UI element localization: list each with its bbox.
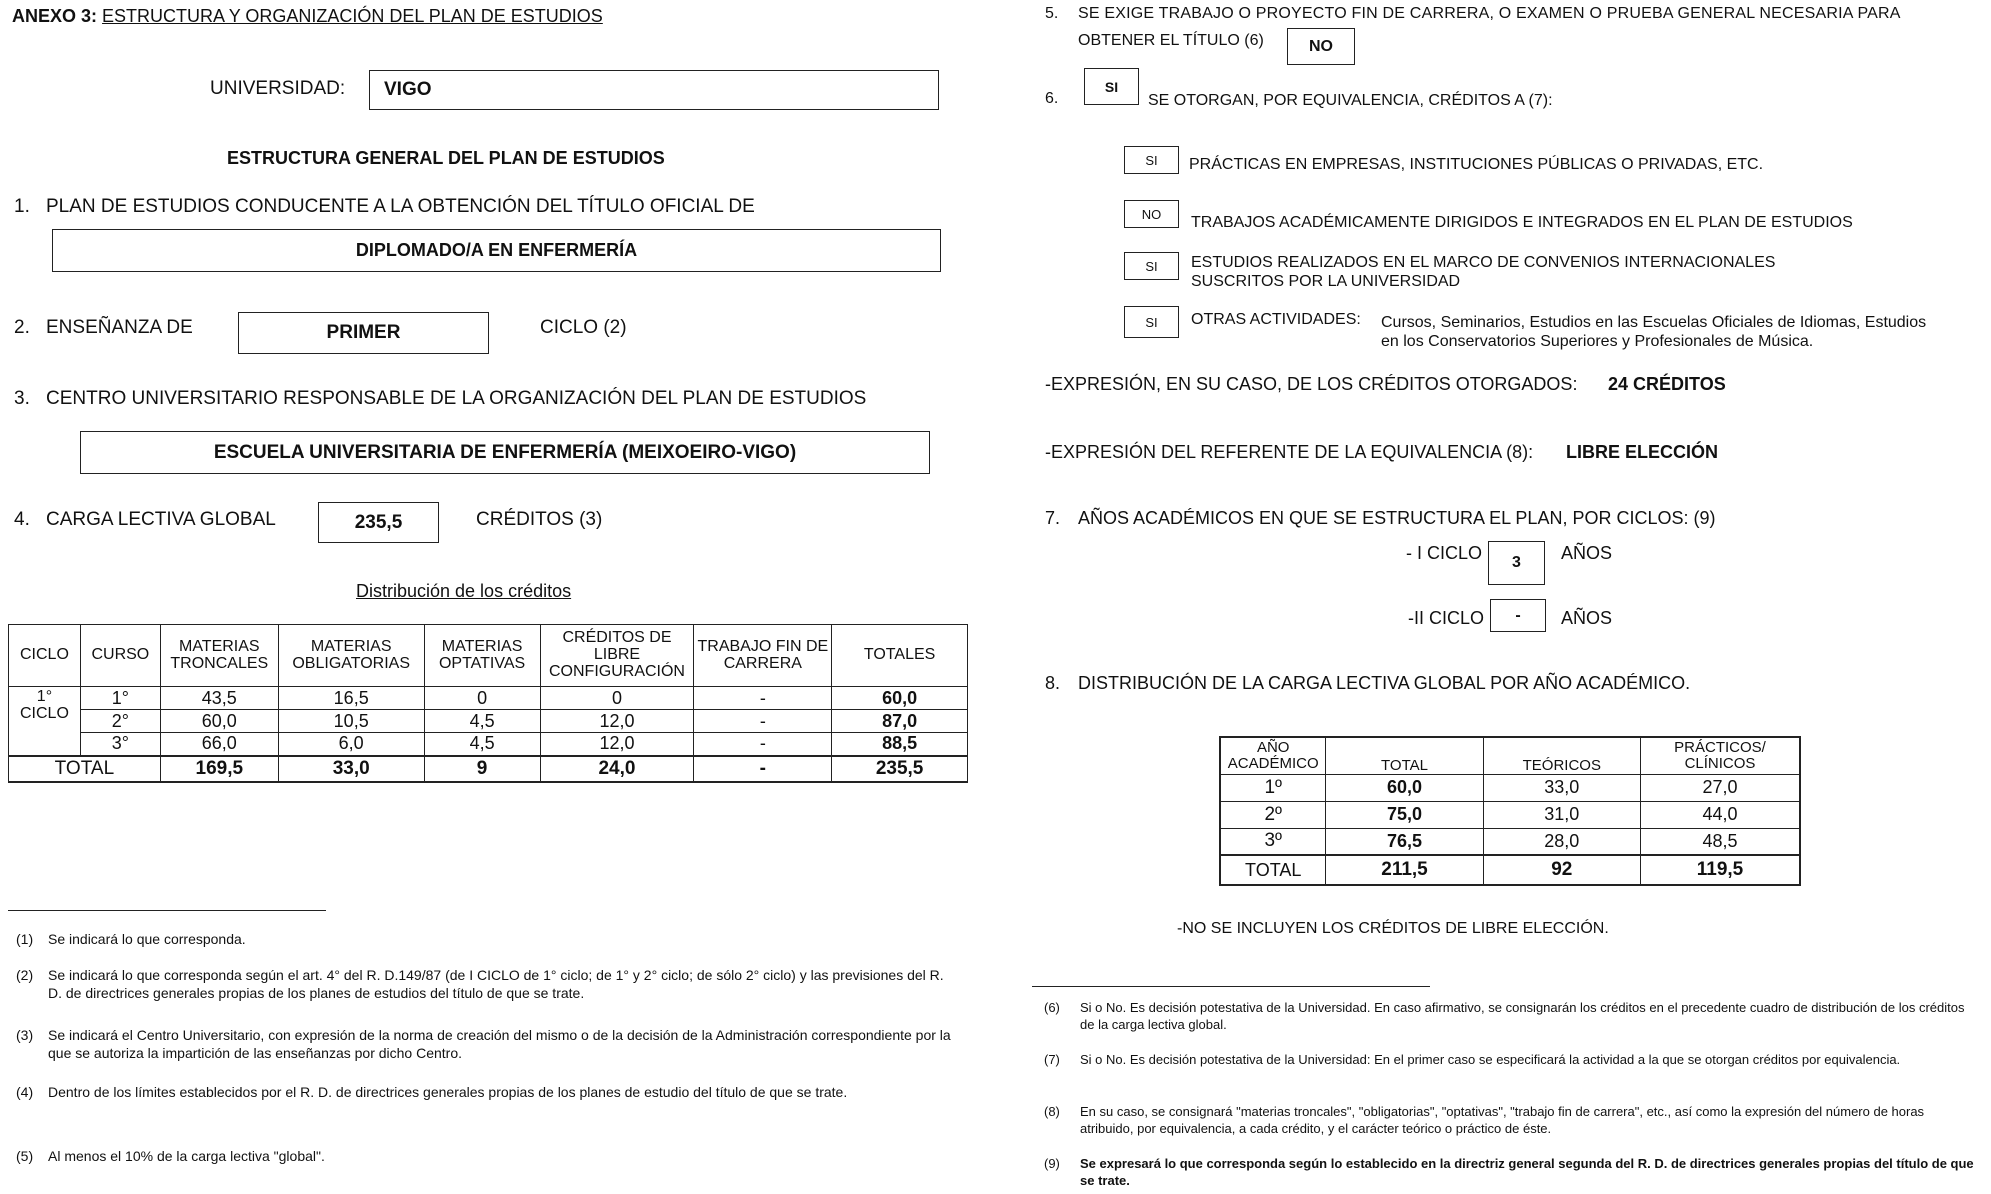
free-choice-note: -NO SE INCLUYEN LOS CRÉDITOS DE LIBRE ELECCIÓN. bbox=[1177, 920, 1609, 937]
equiv-4-text-3: en los Conservatorios Superiores y Profesionales de Música. bbox=[1381, 333, 1814, 350]
table-row bbox=[9, 687, 968, 710]
ciclo-cell: 1° CICLO bbox=[9, 687, 81, 756]
item4-suffix: CRÉDITOS (3) bbox=[476, 509, 603, 530]
annex-prefix: ANEXO 3: bbox=[12, 6, 98, 26]
item3-text: CENTRO UNIVERSITARIO RESPONSABLE DE LA ORGANIZACIÓN DEL PLAN DE ESTUDIOS bbox=[46, 388, 867, 409]
footnote-5: (5) Al menos el 10% de la carga lectiva "global". bbox=[16, 1148, 325, 1164]
item7-text: AÑOS ACADÉMICOS EN QUE SE ESTRUCTURA EL PLAN, POR CICLOS: (9) bbox=[1078, 508, 1716, 528]
cycle1-years-field: 3 bbox=[1488, 541, 1545, 585]
col-header: PRÁCTICOS/ CLÍNICOS bbox=[1640, 737, 1800, 774]
item1-num: 1. bbox=[14, 196, 30, 217]
table-cell: 33,0 bbox=[1483, 774, 1640, 801]
col-header: MATERIAS OBLIGATORIAS bbox=[278, 625, 424, 687]
table-cell-total: 169,5 bbox=[160, 756, 278, 782]
equiv-4-text: OTRAS ACTIVIDADES: bbox=[1191, 311, 1361, 328]
section-title: ESTRUCTURA GENERAL DEL PLAN DE ESTUDIOS bbox=[227, 148, 665, 168]
total-label: TOTAL bbox=[9, 756, 161, 782]
cycle2-label: -II CICLO bbox=[1408, 608, 1485, 628]
table-cell: 16,5 bbox=[278, 687, 424, 710]
table-cell: 76,5 bbox=[1326, 828, 1483, 855]
cycle-field bbox=[238, 312, 489, 354]
table-cell: 3° bbox=[80, 733, 160, 756]
table-cell-total: 88,5 bbox=[832, 733, 968, 756]
table-cell: 4,5 bbox=[424, 710, 540, 733]
credits-granted-label: -EXPRESIÓN, EN SU CASO, DE LOS CRÉDITOS OTORGADOS: bbox=[1045, 374, 1578, 394]
table-cell: 60,0 bbox=[160, 710, 278, 733]
table-cell: 4,5 bbox=[424, 733, 540, 756]
final-project-value: NO bbox=[1309, 37, 1333, 55]
cycle1-label: - I CICLO bbox=[1406, 543, 1483, 563]
equiv-2-text: TRABAJOS ACADÉMICAMENTE DIRIGIDOS E INTEGRADOS EN EL PLAN DE ESTUDIOS bbox=[1191, 214, 1853, 231]
equiv-3-text-2: SUSCRITOS POR LA UNIVERSIDAD bbox=[1191, 273, 1461, 290]
table-total-row bbox=[1220, 855, 1800, 885]
col-header: CICLO bbox=[9, 625, 81, 687]
table-cell: 31,0 bbox=[1483, 801, 1640, 828]
table-row bbox=[9, 710, 968, 733]
equiv-reference-label: -EXPRESIÓN DEL REFERENTE DE LA EQUIVALENCIA (8): bbox=[1045, 442, 1534, 462]
equiv-1-box: SI bbox=[1124, 146, 1179, 174]
table-cell: 6,0 bbox=[278, 733, 424, 756]
table-cell: 75,0 bbox=[1326, 801, 1483, 828]
table-cell-total: 92 bbox=[1483, 855, 1640, 885]
annex-heading bbox=[12, 6, 603, 27]
equiv-2-box: NO bbox=[1124, 200, 1179, 228]
item6-text: SE OTORGAN, POR EQUIVALENCIA, CRÉDITOS A (7): bbox=[1148, 92, 1553, 109]
item2-text: ENSEÑANZA DE bbox=[46, 317, 193, 338]
footnote-3: (3) Se indicará el Centro Universitario, con expresión de la norma de creación del mismo o de la decisión de la Administración correspondiente por la que se autoriza la impartición de las enseñanzas por dicho Centro. bbox=[16, 1027, 951, 1062]
table-cell: 43,5 bbox=[160, 687, 278, 710]
university-field bbox=[369, 70, 939, 110]
equiv-4-text-2: Cursos, Seminarios, Estudios en las Escuelas Oficiales de Idiomas, Estudios bbox=[1381, 314, 1927, 331]
table-cell: 66,0 bbox=[160, 733, 278, 756]
cycle-value: PRIMER bbox=[326, 322, 401, 343]
table-cell: 2º bbox=[1220, 801, 1326, 828]
footnote-8: (8) En su caso, se consignará "materias troncales", "obligatorias", "optativas", "trabajo fin de carrera", etc., así como la expresión del número de horas atribuido, por equivalencia, a cada crédito, y el carácter teórico o práctico de éste. bbox=[1044, 1104, 1925, 1136]
item5-text-2: OBTENER EL TÍTULO (6) bbox=[1078, 32, 1264, 49]
table-cell-total: 235,5 bbox=[832, 756, 968, 782]
table-cell: 27,0 bbox=[1640, 774, 1800, 801]
col-header: AÑO ACADÉMICO bbox=[1220, 737, 1326, 774]
table-cell: 3º bbox=[1220, 828, 1326, 855]
table-cell: 1° bbox=[80, 687, 160, 710]
table-cell: 1º bbox=[1220, 774, 1326, 801]
col-header: CURSO bbox=[80, 625, 160, 687]
item1-text: PLAN DE ESTUDIOS CONDUCENTE A LA OBTENCIÓN DEL TÍTULO OFICIAL DE bbox=[46, 196, 755, 217]
col-header: TOTALES bbox=[832, 625, 968, 687]
table-row bbox=[1220, 774, 1800, 801]
table-cell: 44,0 bbox=[1640, 801, 1800, 828]
table-header-row bbox=[9, 625, 968, 687]
equiv-1-text: PRÁCTICAS EN EMPRESAS, INSTITUCIONES PÚBLICAS O PRIVADAS, ETC. bbox=[1189, 156, 1764, 173]
table-cell-total: 60,0 bbox=[832, 687, 968, 710]
credits-value: 235,5 bbox=[354, 511, 403, 533]
item7-num: 7. bbox=[1045, 508, 1061, 528]
table-cell: 12,0 bbox=[540, 710, 694, 733]
center-value: ESCUELA UNIVERSITARIA DE ENFERMERÍA (MEIXOEIRO-VIGO) bbox=[213, 441, 797, 463]
final-project-field bbox=[1287, 28, 1355, 65]
item3-num: 3. bbox=[14, 388, 30, 409]
equiv-reference-value: LIBRE ELECCIÓN bbox=[1566, 442, 1719, 462]
col-header: TEÓRICOS bbox=[1483, 737, 1640, 774]
footnote-2: (2) Se indicará lo que corresponda según el art. 4° del R. D.149/87 (de I CICLO de 1° ciclo; de 1° y 2° ciclo; de sólo 2° ciclo) y las previsiones del R. D. de directrices generales propias de los planes de estudios del título de que se trate. bbox=[16, 967, 944, 1002]
table-cell-total: 33,0 bbox=[278, 756, 424, 782]
total-label: TOTAL bbox=[1220, 855, 1326, 885]
table-cell-total: 9 bbox=[424, 756, 540, 782]
year-distribution-table bbox=[1219, 736, 1801, 886]
footnote-9: (9) Se expresará lo que corresponda según lo establecido en la directriz general segunda del R. D. de directrices generales propias del título de que se trate. bbox=[1044, 1156, 1974, 1188]
center-field bbox=[80, 431, 930, 474]
cycle2-unit: AÑOS bbox=[1561, 608, 1613, 628]
university-value: VIGO bbox=[384, 79, 432, 100]
equiv-4-box: SI bbox=[1124, 306, 1179, 338]
col-header: TRABAJO FIN DE CARRERA bbox=[694, 625, 832, 687]
table-cell: 2° bbox=[80, 710, 160, 733]
annex-title: ESTRUCTURA Y ORGANIZACIÓN DEL PLAN DE ESTUDIOS bbox=[102, 6, 603, 26]
table-row bbox=[1220, 828, 1800, 855]
footnote-7: (7) Si o No. Es decisión potestativa de la Universidad: En el primer caso se especificará la actividad a la que se otorgan créditos por equivalencia. bbox=[1044, 1052, 1901, 1067]
table-cell-total: - bbox=[694, 756, 832, 782]
footnote-4: (4) Dentro de los límites establecidos por el R. D. de directrices generales propias de los planes de estudio del título de que se trate. bbox=[16, 1084, 848, 1100]
table-cell: 60,0 bbox=[1326, 774, 1483, 801]
item6-num: 6. bbox=[1045, 90, 1059, 107]
university-label: UNIVERSIDAD: bbox=[210, 78, 346, 99]
footnote-6: (6) Si o No. Es decisión potestativa de la Universidad. En caso afirmativo, se consignarán los créditos en el precedente cuadro de distribución de los créditos de la carga lectiva global. bbox=[1044, 1000, 1965, 1032]
item4-num: 4. bbox=[14, 509, 30, 530]
equiv-3-text: ESTUDIOS REALIZADOS EN EL MARCO DE CONVENIOS INTERNACIONALES bbox=[1191, 254, 1776, 271]
footnote-divider-right bbox=[1032, 986, 1430, 987]
table-header-row bbox=[1220, 737, 1800, 774]
table-row bbox=[1220, 801, 1800, 828]
cycle2-years-field: - bbox=[1490, 599, 1546, 632]
table-cell: 0 bbox=[424, 687, 540, 710]
table-row bbox=[9, 733, 968, 756]
item2-num: 2. bbox=[14, 317, 30, 338]
credits-distribution-table bbox=[8, 624, 968, 783]
degree-value: DIPLOMADO/A EN ENFERMERÍA bbox=[355, 240, 638, 260]
table-cell-total: 211,5 bbox=[1326, 855, 1483, 885]
item8-text: DISTRIBUCIÓN DE LA CARGA LECTIVA GLOBAL POR AÑO ACADÉMICO. bbox=[1078, 673, 1691, 693]
table-cell: 10,5 bbox=[278, 710, 424, 733]
col-header: MATERIAS OPTATIVAS bbox=[424, 625, 540, 687]
item5-text: SE EXIGE TRABAJO O PROYECTO FIN DE CARRERA, O EXAMEN O PRUEBA GENERAL NECESARIA PARA bbox=[1078, 5, 1901, 22]
table-cell-total: 119,5 bbox=[1640, 855, 1800, 885]
table-cell: - bbox=[694, 687, 832, 710]
equivalence-field bbox=[1084, 68, 1139, 105]
item4-text: CARGA LECTIVA GLOBAL bbox=[46, 509, 276, 530]
col-header: MATERIAS TRONCALES bbox=[160, 625, 278, 687]
credits-granted-value: 24 CRÉDITOS bbox=[1608, 374, 1726, 394]
table-cell: - bbox=[694, 733, 832, 756]
table-total-row bbox=[9, 756, 968, 782]
footnote-divider bbox=[8, 910, 326, 911]
item8-num: 8. bbox=[1045, 673, 1061, 693]
footnote-1: (1) Se indicará lo que corresponda. bbox=[16, 931, 246, 947]
table-cell: - bbox=[694, 710, 832, 733]
col-header: CRÉDITOS DE LIBRE CONFIGURACIÓN bbox=[540, 625, 694, 687]
table-cell: 12,0 bbox=[540, 733, 694, 756]
table-cell-total: 24,0 bbox=[540, 756, 694, 782]
distribution-title: Distribución de los créditos bbox=[356, 581, 572, 601]
cycle1-unit: AÑOS bbox=[1561, 543, 1613, 563]
equiv-3-box: SI bbox=[1124, 252, 1179, 280]
table-cell: 48,5 bbox=[1640, 828, 1800, 855]
table-cell-total: 87,0 bbox=[832, 710, 968, 733]
item5-num: 5. bbox=[1045, 5, 1059, 22]
credits-field bbox=[318, 502, 439, 543]
table-cell: 0 bbox=[540, 687, 694, 710]
degree-field bbox=[52, 229, 941, 272]
item2-suffix: CICLO (2) bbox=[540, 317, 627, 338]
equivalence-value: SI bbox=[1104, 78, 1119, 95]
col-header: TOTAL bbox=[1326, 737, 1483, 774]
table-cell: 28,0 bbox=[1483, 828, 1640, 855]
